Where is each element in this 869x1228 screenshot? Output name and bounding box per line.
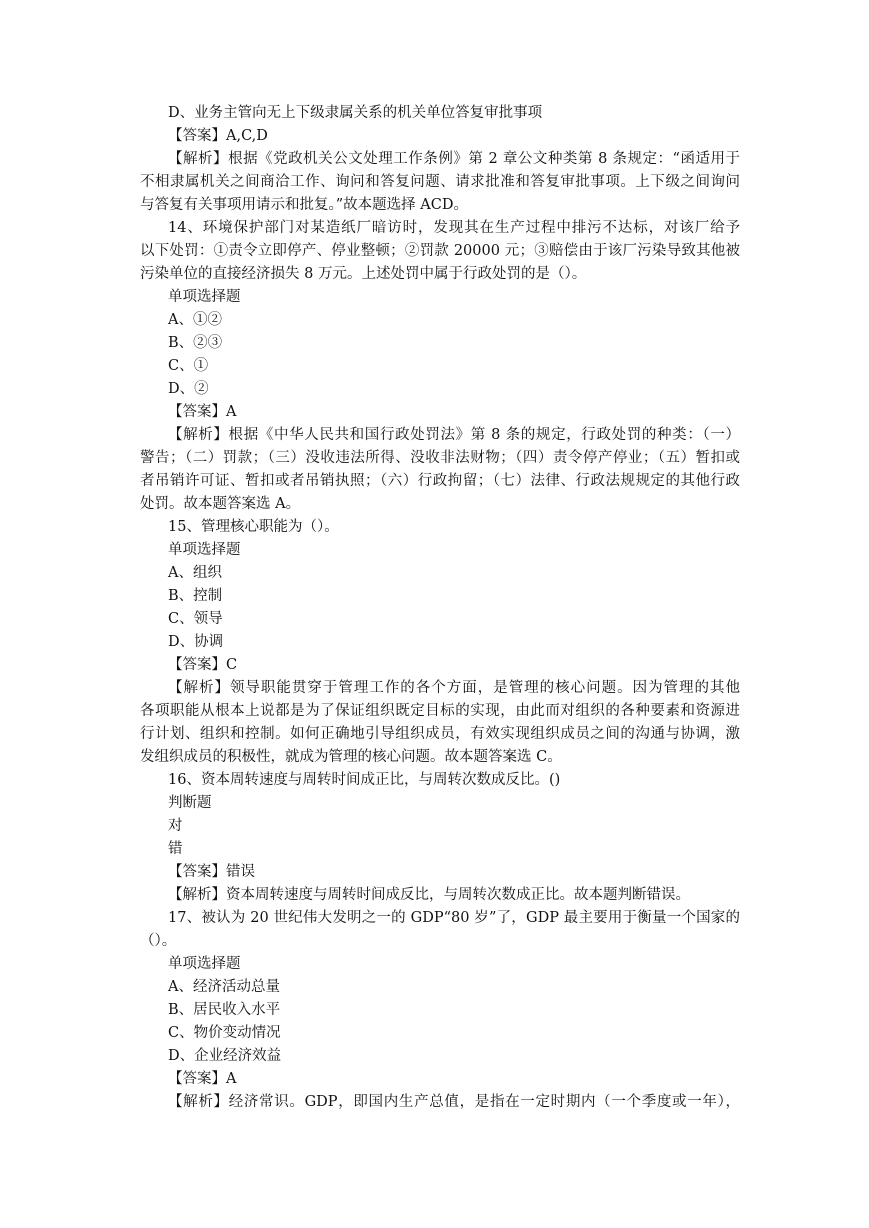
document-body [140,102,740,1114]
option-b: B、②③ [168,335,223,351]
answer: 【答案】A,C,D [168,128,268,144]
answer: 【答案】A [168,1071,237,1087]
question-type: 判断题 [168,795,212,811]
option-a: A、组织 [168,565,222,581]
question-line: 污染单位的直接经济损失 8 万元。上述处罚中属于行政处罚的是（）。 [140,266,587,282]
analysis-line: 行计划、组织和控制。如何正确地引导组织成员，有效实现组织成员之间的沟通与协调，激 [140,726,740,742]
question-line: （）。 [140,933,177,949]
analysis-line: 【解析】资本周转速度与周转时间成反比，与周转次数成正比。故本题判断错误。 [168,887,690,903]
option-a: A、经济活动总量 [168,979,280,995]
question-type: 单项选择题 [168,542,241,558]
question-14: 14、环境保护部门对某造纸厂暗访时，发现其在生产过程中排污不达标，对该厂给予 [168,220,740,236]
option-b: B、控制 [168,588,223,604]
analysis-line: 各项职能从根本上说都是为了保证组织既定目标的实现，由此而对组织的各种要素和资源进 [140,703,740,719]
question-17: 17、被认为 20 世纪伟大发明之一的 GDP“80 岁”了，GDP 最主要用于衡量一个国家的 [168,910,740,926]
question-15: 15、管理核心职能为（）。 [168,519,339,535]
option-false: 错 [168,841,183,857]
option-a: A、①② [168,312,222,328]
analysis-line: 不相隶属机关之间商洽工作、询问和答复问题、请求批准和答复审批事项。上下级之间询问 [140,174,740,190]
question-type: 单项选择题 [168,289,241,305]
option-d: D、企业经济效益 [168,1048,282,1064]
answer: 【答案】A [168,404,237,420]
analysis-line: 处罚。故本题答案选 A。 [140,496,301,512]
question-line: 以下处罚：①责令立即停产、停业整顿；②罚款 20000 元；③赔偿由于该厂污染导致其他被 [140,243,740,259]
analysis-line: 者吊销许可证、暂扣或者吊销执照；（六）行政拘留；（七）法律、行政法规规定的其他行政 [140,473,740,489]
option-d: D、协调 [168,634,224,650]
answer: 【答案】C [168,657,238,673]
answer: 【答案】错误 [168,864,255,880]
analysis-line: 发组织成员的积极性，就成为管理的核心问题。故本题答案选 C。 [140,749,562,765]
question-type: 单项选择题 [168,956,241,972]
analysis-line: 【解析】根据《党政机关公文处理工作条例》第 2 章公文种类第 8 条规定：“函适用于 [168,151,740,167]
analysis-line: 【解析】经济常识。GDP，即国内生产总值，是指在一定时期内（一个季度或一年）， [168,1094,740,1110]
option-true: 对 [168,818,183,834]
option-b: B、居民收入水平 [168,1002,281,1018]
analysis-line: 【解析】领导职能贯穿于管理工作的各个方面，是管理的核心问题。因为管理的其他 [168,680,740,696]
analysis-line: 【解析】根据《中华人民共和国行政处罚法》第 8 条的规定，行政处罚的种类：（一） [168,427,740,443]
analysis-line: 警告；（二）罚款；（三）没收违法所得、没收非法财物；（四）责令停产停业；（五）暂扣或 [140,450,740,466]
option-c: C、物价变动情况 [168,1025,281,1041]
question-16: 16、资本周转速度与周转时间成正比，与周转次数成反比。() [168,772,561,788]
option-c: C、领导 [168,611,223,627]
option-c: C、① [168,358,209,374]
option-d: D、业务主管向无上下级隶属关系的机关单位答复审批事项 [168,105,543,121]
option-d: D、② [168,381,209,397]
analysis-line: 与答复有关事项用请示和批复。”故本题选择 ACD。 [140,197,468,213]
